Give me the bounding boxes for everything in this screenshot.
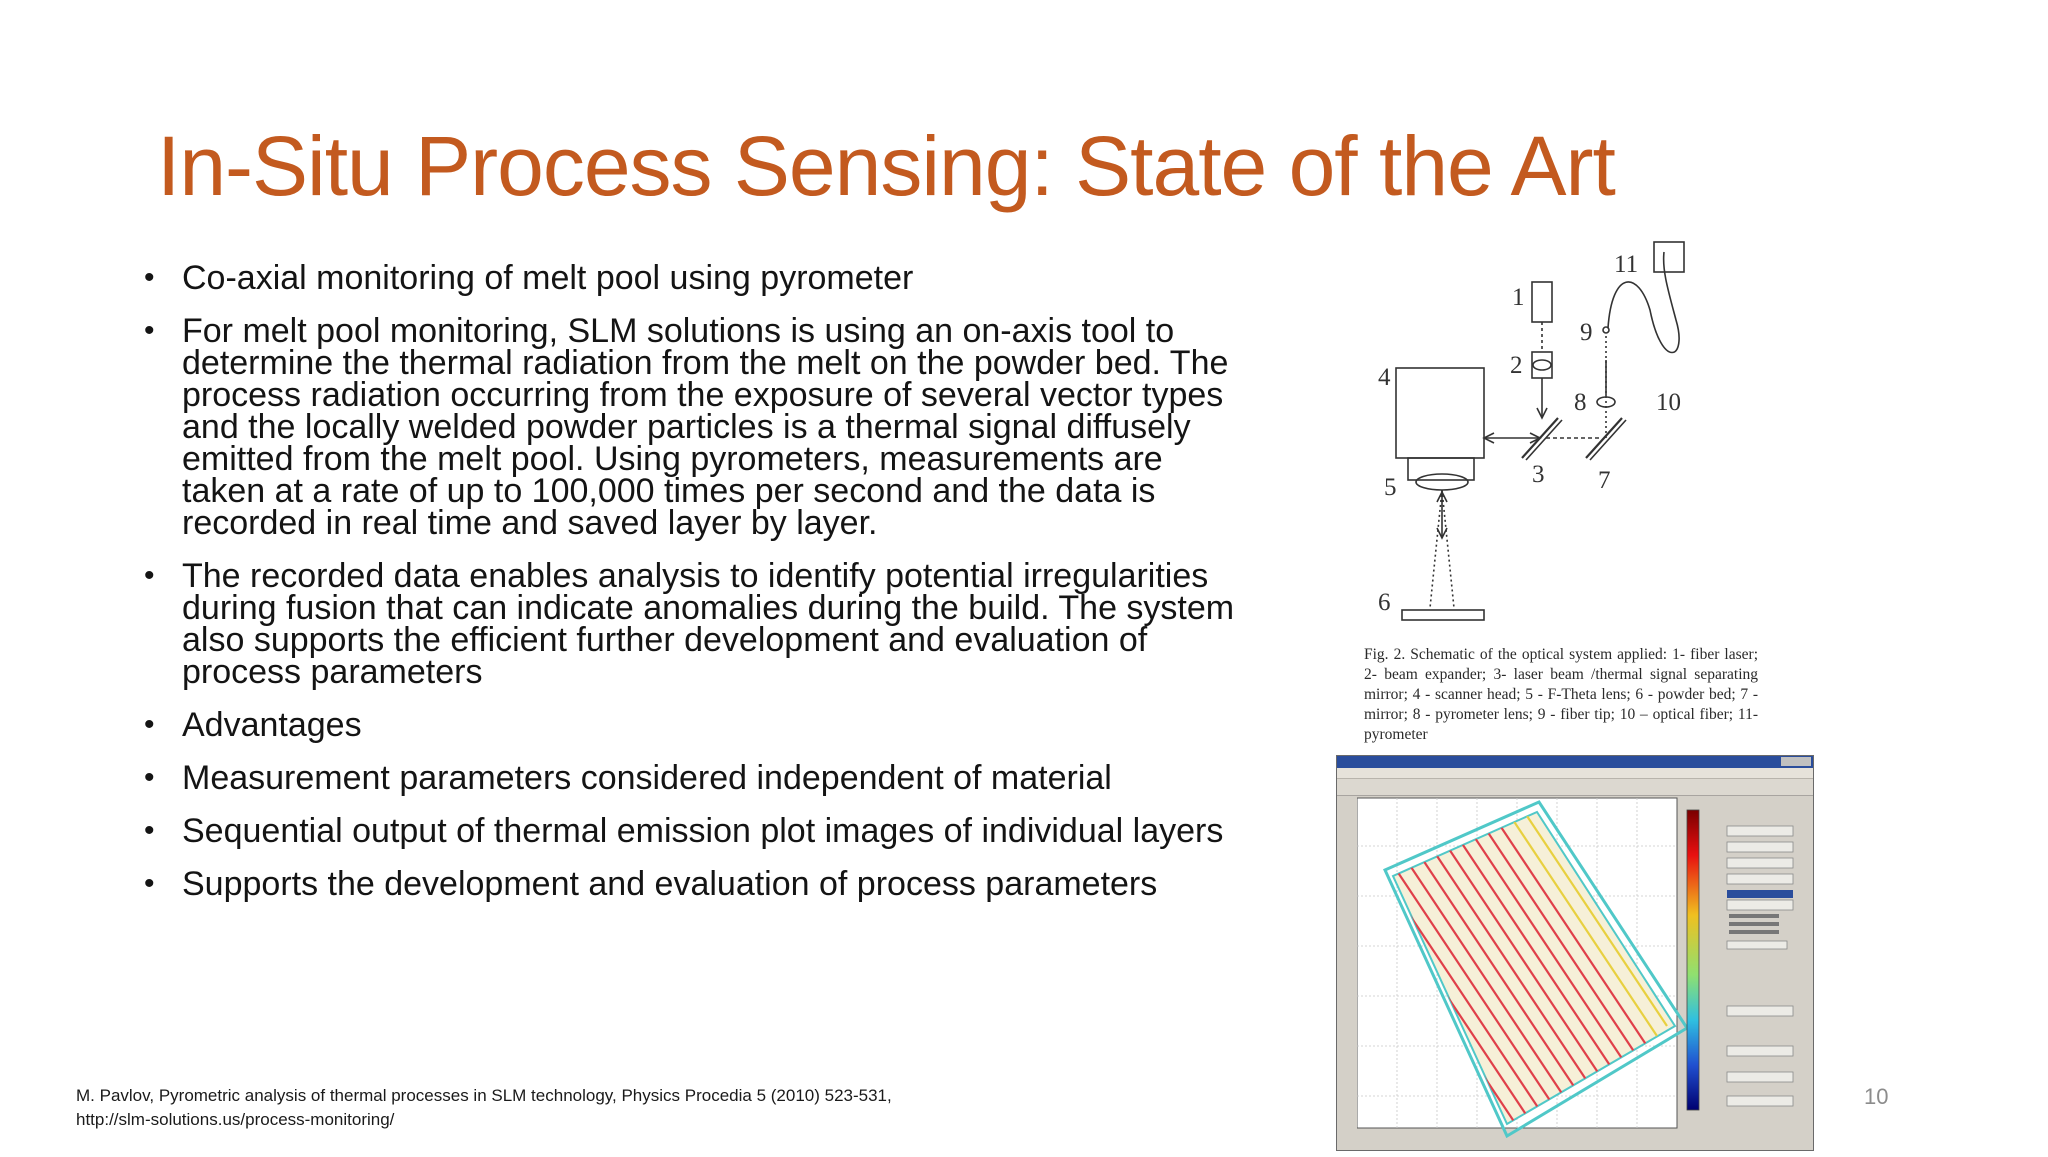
bullet-item: • Co-axial monitoring of melt pool using pyrometer [140, 262, 1250, 294]
schematic-label-11: 11 [1614, 251, 1639, 278]
bullet-list [140, 259, 1250, 921]
citation-reference: M. Pavlov, Pyrometric analysis of thermal processes in SLM technology, Physics Procedia 5 (2010) 523-531, [76, 1086, 892, 1105]
optical-system-schematic [1350, 230, 1750, 630]
screenshot-menubar [1337, 768, 1813, 779]
schematic-label-8: 8 [1574, 389, 1587, 416]
bullet-item: • Advantages [140, 709, 1250, 741]
schematic-label-2: 2 [1510, 352, 1523, 379]
page-number: 10 [1864, 1084, 1889, 1109]
bullet-item: • Sequential output of thermal emission plot images of individual layers [140, 815, 1250, 847]
schematic-label-6: 6 [1378, 589, 1391, 616]
bullet-item: • The recorded data enables analysis to identify potential irregularities during fusion that can indicate anomalies during the build. The system also supports the efficient further development and evaluation of process parameters [140, 560, 1250, 688]
thermal-emission-plot [1357, 796, 1807, 1152]
screenshot-titlebar [1337, 756, 1813, 768]
citation [76, 1084, 892, 1132]
schematic-label-5: 5 [1384, 474, 1397, 501]
schematic-label-7: 7 [1598, 467, 1611, 494]
citation-url: http://slm-solutions.us/process-monitoring/ [76, 1110, 395, 1129]
slide-title: In-Situ Process Sensing: State of the Art [157, 119, 1615, 213]
figure-caption: Fig. 2. Schematic of the optical system applied: 1- fiber laser; 2- beam expander; 3- laser beam /thermal signal separating mirror; 4 - scanner head; 5 - F-Theta lens; 6 - powder bed; 7 - mirror; 8 - pyrometer lens; 9 - fiber tip; 10 – optical fiber; 11- pyrometer [1364, 646, 1758, 743]
schematic-label-10: 10 [1656, 389, 1681, 416]
thermal-plot-screenshot [1336, 755, 1814, 1151]
bullet-item: • Supports the development and evaluation of process parameters [140, 868, 1250, 900]
schematic-label-4: 4 [1378, 364, 1391, 391]
screenshot-toolbar [1337, 779, 1813, 796]
bullet-item: • Measurement parameters considered independent of material [140, 762, 1250, 794]
bullet-item: • For melt pool monitoring, SLM solutions is using an on-axis tool to determine the thermal radiation from the melt on the powder bed. The process radiation occurring from the exposure of several vector types and the locally welded powder particles is a thermal signal diffusely emitted from the melt pool. Using pyrometers, measurements are taken at a rate of up to 100,000 times per second and the data is recorded in real time and saved layer by layer. [140, 315, 1250, 539]
schematic-label-9: 9 [1580, 319, 1593, 346]
schematic-label-1: 1 [1512, 284, 1525, 311]
schematic-label-3: 3 [1532, 461, 1545, 488]
